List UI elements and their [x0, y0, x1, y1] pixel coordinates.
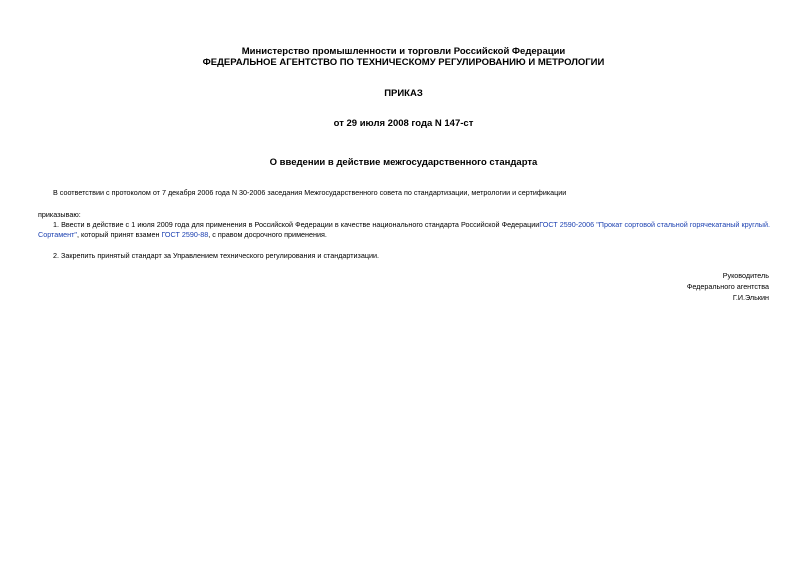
item-1-text-middle: , который принят взамен — [77, 230, 162, 239]
order-subject: О введении в действие межгосударственного стандарта — [269, 157, 538, 168]
ministry-title: Министерство промышленности и торговли Российской Федерации — [241, 46, 566, 57]
agency-title: ФЕДЕРАЛЬНОЕ АГЕНТСТВО ПО ТЕХНИЧЕСКОМУ РЕГУЛИРОВАНИЮ И МЕТРОЛОГИИ — [202, 57, 605, 68]
replaced-standard-link[interactable]: ГОСТ 2590-88 — [161, 230, 209, 239]
item-1 — [38, 220, 770, 240]
signature-name: Г.И.Элькин — [732, 293, 769, 302]
item-2: 2. Закрепить принятый стандарт за Управлением технического регулирования и стандартизации. — [53, 251, 379, 260]
signature-title: Руководитель — [722, 271, 769, 280]
signature-agency: Федерального агентства — [686, 282, 769, 291]
item-1-text-before: 1. Ввести в действие с 1 июля 2009 года для применения в Российской Федерации в качестве национального стандарта Российской Федерации — [53, 220, 540, 229]
preamble-text: В соответствии с протоколом от 7 декабря 2006 года N 30-2006 заседания Межгосударственного совета по стандартизации, метрологии и сертификации — [53, 188, 567, 197]
standard-link[interactable]: ГОСТ 2590-2006 "Прокат сортовой стальной горячекатаный круглый. Сортамент" — [38, 220, 770, 239]
order-type: ПРИКАЗ — [384, 88, 423, 99]
order-word: приказываю: — [38, 210, 81, 219]
order-date-number: от 29 июля 2008 года N 147-ст — [333, 118, 474, 129]
item-1-text-after: , с правом досрочного применения. — [208, 230, 327, 239]
